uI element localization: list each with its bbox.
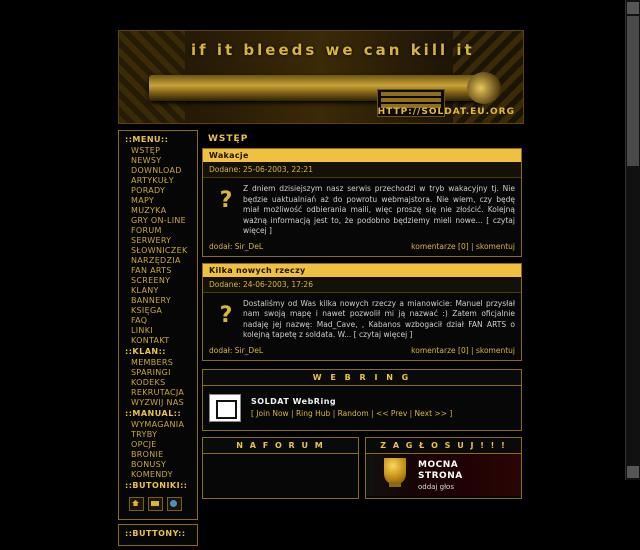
sidebar-item-fan-arts[interactable]: FAN ARTS [131, 266, 172, 275]
page-title: WSTĘP [208, 134, 249, 144]
sidebar-item-muzyka[interactable]: MUZYKA [131, 206, 167, 215]
forum-panel [202, 437, 359, 499]
sidebar-item-ksiega[interactable]: KSIĘGA [131, 306, 163, 315]
article [202, 148, 522, 257]
article-author: dodał: Sir_DeL [209, 241, 263, 251]
article-text: Dostaliśmy od Was kilka nowych rzeczy a mianowicie: Manuel przysłał nam swoją mapę i nawet pozwolił mi ją nazwać :) Zatem oficjalnie nadaję jej nazwę: Mad_Cave, , Kabanos wzbogacił dział FAN ARTS o kolejną tapetę z soldata. W... [ czytaj więcej ] [243, 298, 515, 339]
article-date: Dodane: 24-06-2003, 17:26 [203, 277, 521, 293]
article-date: Dodane: 25-06-2003, 22:21 [203, 162, 521, 178]
sidebar-header-klan: ::KLAN:: [125, 347, 166, 356]
article [202, 263, 522, 361]
forum-panel-body [202, 454, 359, 499]
sidebar-item-porady[interactable]: PORADY [131, 186, 166, 195]
sidebar-item-forum[interactable]: FORUM [131, 226, 162, 235]
scrollbar-thumb[interactable] [627, 16, 639, 166]
sidebar-item-wyzwij-nas[interactable]: WYZWIJ NAS [131, 398, 184, 407]
sidebar-item-narzedzia[interactable]: NARZĘDZIA [131, 256, 181, 265]
article-title: Wakacje [203, 149, 521, 162]
sidebar-item-kodeks[interactable]: KODEKS [131, 378, 166, 387]
poll-line2: STRONA [418, 470, 463, 481]
webring-name: SOLDAT WebRing [251, 397, 337, 406]
sidebar-item-faq[interactable]: FAQ [131, 316, 148, 325]
mail-icon[interactable] [148, 497, 163, 511]
article-author: dodał: Sir_DeL [209, 345, 263, 355]
scroll-down-icon[interactable] [627, 466, 639, 478]
article-comments-link[interactable]: komentarze [0] | skomentuj [411, 345, 515, 355]
sidebar-item-bonusy[interactable]: BONUSY [131, 460, 167, 469]
sidebar-section-buttony [118, 524, 198, 546]
article-title: Kilka nowych rzeczy [203, 264, 521, 277]
sidebar-item-klany[interactable]: KLANY [131, 286, 159, 295]
sidebar-item-komendy[interactable]: KOMENDY [131, 470, 173, 479]
article-body [203, 178, 521, 239]
sidebar-item-mapy[interactable]: MAPY [131, 196, 155, 205]
sidebar-icon-row [121, 492, 195, 514]
sidebar-item-bronie[interactable]: BRONIE [131, 450, 164, 459]
sidebar-item-members[interactable]: MEMBERS [131, 358, 174, 367]
sidebar-header-butoniki: ::BUTONIKI:: [125, 481, 188, 490]
sidebar-header-menu: ::MENU:: [125, 135, 169, 144]
webring-body [202, 386, 522, 431]
main-content [202, 130, 522, 499]
sidebar-item-artykuly[interactable]: ARTYKUŁY [131, 176, 174, 185]
poll-panel [365, 437, 522, 499]
banner-url: HTTP://SOLDAT.EU.ORG [377, 107, 515, 117]
webring-section [202, 369, 522, 431]
sidebar-item-newsy[interactable]: NEWSY [131, 156, 162, 165]
poll-line3: oddaj głos [418, 482, 454, 491]
article-footer [203, 239, 521, 256]
webring-logo-icon [209, 394, 241, 422]
sidebar-section-menu [118, 130, 198, 520]
scroll-up-icon[interactable] [627, 2, 639, 14]
article-comments-link[interactable]: komentarze [0] | skomentuj [411, 241, 515, 251]
article-footer [203, 343, 521, 360]
vertical-scrollbar[interactable] [625, 0, 640, 480]
sidebar-item-bannery[interactable]: BANNERY [131, 296, 172, 305]
site-banner [118, 30, 524, 124]
poll-panel-title: Z A G Ł O S U J ! ! ! [365, 437, 522, 454]
sidebar-item-linki[interactable]: LINKI [131, 326, 153, 335]
poll-panel-body [365, 454, 522, 499]
sidebar-item-sloowniczek[interactable]: SŁOWNICZEK [131, 246, 188, 255]
sidebar-item-opcje[interactable]: OPCJE [131, 440, 157, 449]
article-text: Z dniem dzisiejszym nasz serwis przechodzi w tryb wakacyjny tj. Nie będzie uaktualniań aż do powrotu webmajstora. Nie wiem, czy będę miał możliwość odbierania maili, więc proszę się nie złościć. Kolejną ważną informacją jest to, że podobno będziemy mieli nowe... [ czytaj więcej ] [243, 184, 515, 235]
banner-slogan: if it bleeds we can kill it [191, 41, 475, 59]
bottom-panels [202, 437, 522, 499]
question-mark-icon: ? [219, 188, 233, 213]
sidebar-header-manual: ::MANUAL:: [125, 409, 182, 418]
sidebar-item-kontakt[interactable]: KONTAKT [131, 336, 170, 345]
sidebar-item-gry-online[interactable]: GRY ON-LINE [131, 216, 186, 225]
question-mark-icon: ? [219, 302, 233, 328]
forum-panel-title: N A F O R U M [202, 437, 359, 454]
home-icon[interactable] [129, 497, 144, 511]
sidebar-item-screeny[interactable]: SCREENY [131, 276, 171, 285]
webring-links[interactable]: [ Join Now | Ring Hub | Random | << Prev | Next >> ] [251, 409, 453, 418]
sidebar-item-serwery[interactable]: SERWERY [131, 236, 172, 245]
sidebar-item-download[interactable]: DOWNLOAD [131, 166, 182, 175]
sidebar [118, 130, 198, 550]
poll-banner[interactable] [366, 454, 521, 496]
sidebar-item-wstep[interactable]: WSTĘP [131, 146, 161, 155]
globe-icon[interactable] [167, 497, 182, 511]
poll-line1: MOCNA [418, 459, 459, 470]
sidebar-item-rekrutacja[interactable]: REKRUTACJA [131, 388, 185, 397]
sidebar-header-buttony: ::BUTTONY:: [125, 529, 186, 538]
sidebar-item-sparingi[interactable]: SPARINGI [131, 368, 171, 377]
article-body [203, 293, 521, 343]
sidebar-item-wymagania[interactable]: WYMAGANIA [131, 420, 185, 429]
webring-title: W E B R I N G [202, 369, 522, 386]
sidebar-item-tryby[interactable]: TRYBY [131, 430, 158, 439]
